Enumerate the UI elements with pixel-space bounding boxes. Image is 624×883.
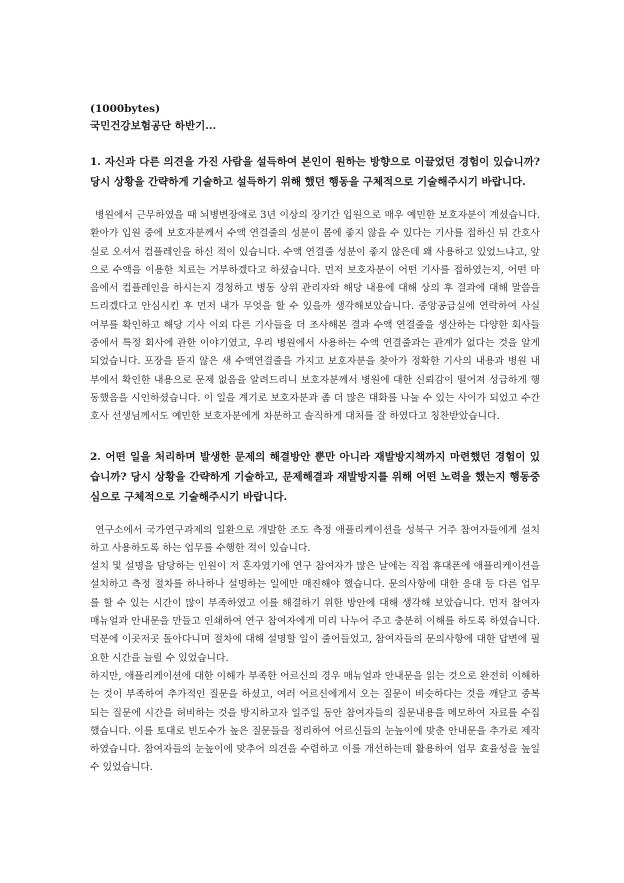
answer-1	[90, 207, 540, 427]
document-title: 국민건강보험공단 하반기...	[90, 120, 217, 132]
answer-2-paragraph: 하지만, 애플리케이션에 대한 이해가 부족한 어르신의 경우 매뉴얼과 안내문을 읽는 것으로 완전히 이해하는 것이 부족하여 추가적인 질문을 하셨고, 여러 어르신에게서 오는 질문이 비슷하다는 것을 깨닫고 중복되는 질문에 시간을 허비하는 것을 방지하고자 일주일 동안 참여자들의 질문내용을 메모하여 자료를 수집했습니다. 이를 토대로 빈도수가 높은 질문들을 정리하여 어르신들의 눈높이에 맞춘 안내문을 추가로 제작하였습니다. 참여자들의 눈높이에 맞추어 의견을 수렴하고 이를 개선하는데 활용하여 업무 효율성을 높일 수 있었습니다.	[90, 670, 540, 774]
question-2: 2. 어떤 일을 처리하며 발생한 문제의 해결방안 뿐만 아니라 재발방지책까지 마련했던 경험이 있습니까? 당시 상황을 간략하게 기술하고, 문제해결과 재발방지를 위해 어떤 노력을 했는지 행동중심으로 구체적으로 기술해주시기 바랍니다.	[90, 450, 540, 503]
answer-2-paragraph: 설치 및 설명을 담당하는 인원이 저 혼자였기에 연구 참여자가 많은 날에는 직접 휴대폰에 애플리케이션을 설치하고 측정 절차를 하나하나 설명하는 일에만 매진해야 했습니다. 문의사항에 대한 응대 등 다른 업무를 할 수 있는 시간이 많이 부족하였고 이를 해결하기 위한 방안에 대해 생각해 보았습니다. 먼저 참여자 매뉴얼과 안내문을 만들고 인쇄하여 연구 참여자에게 미리 나누어 주고 충분히 이해를 하도록 하였습니다. 덕분에 이곳저곳 돌아다니며 절차에 대해 설명할 일이 줄어들었고, 참여자들의 문의사항에 대한 답변에 필요한 시간을 늘릴 수 있었습니다.	[90, 561, 540, 664]
answer-2	[90, 522, 540, 778]
answer-2-paragraph: 연구소에서 국가연구과제의 일환으로 개발한 조도 측정 애플리케이션을 성북구 거주 참여자들에게 설치하고 사용하도록 하는 업무를 수행한 적이 있습니다.	[90, 524, 540, 554]
question-1: 1. 자신과 다른 의견을 가진 사람을 설득하여 본인이 원하는 방향으로 이끌었던 경험이 있습니까? 당시 상황을 간략하게 기술하고 설득하기 위해 했던 행동을 구체적으로 기술해주시기 바랍니다.	[90, 156, 540, 188]
document-page	[90, 101, 540, 778]
byte-count: (1000bytes)	[90, 103, 161, 115]
answer-1-paragraph: 병원에서 근무하였을 때 뇌병변장애로 3년 이상의 장기간 입원으로 매우 예민한 보호자분이 계셨습니다. 환아가 입원 중에 보호자분께서 수액 연결줄의 성분이 몸에 좋지 않을 수 있다는 기사를 접하신 뒤 간호사실로 오셔서 컴플레인을 하신 적이 있습니다. 수액 연결줄 성분이 좋지 않은데 왜 사용하고 있었느냐고, 앞으로 수액을 이용한 치료는 거부하겠다고 하셨습니다. 먼저 보호자분이 어떤 기사를 접하였는지, 어떤 마음에서 컴플레인을 하시는지 경청하고 병동 상위 관리자와 해당 내용에 대해 상의 후 결과에 대해 말씀을 드리겠다고 안심시킨 후 먼저 내가 무엇을 할 수 있을까 생각해보았습니다. 중앙공급실에 연락하여 사실 여부를 확인하고 해당 기사 이외 다른 기사들을 더 조사해본 결과 수액 연결줄을 생산하는 다양한 회사들 중에서 특정 회사에 관한 이야기였고, 우리 병원에서 사용하는 수액 연결줄과는 관계가 없다는 것을 알게 되었습니다. 포장을 뜯지 않은 새 수액연결줄을 가지고 보호자분을 찾아가 정확한 기사의 내용과 병원 내부에서 확인한 내용으로 문제 없음을 알려드리니 보호자분께서 병원에 대한 신뢰감이 떨어져 성급하게 행동했음을 시인하셨습니다. 이 일을 계기로 보호자분과 좀 더 많은 대화를 나눌 수 있는 사이가 되었고 수간호사 선생님께서도 예민한 보호자분에게 차분하고 솔직하게 대처를 잘 하였다고 칭찬받았습니다.	[90, 210, 540, 423]
